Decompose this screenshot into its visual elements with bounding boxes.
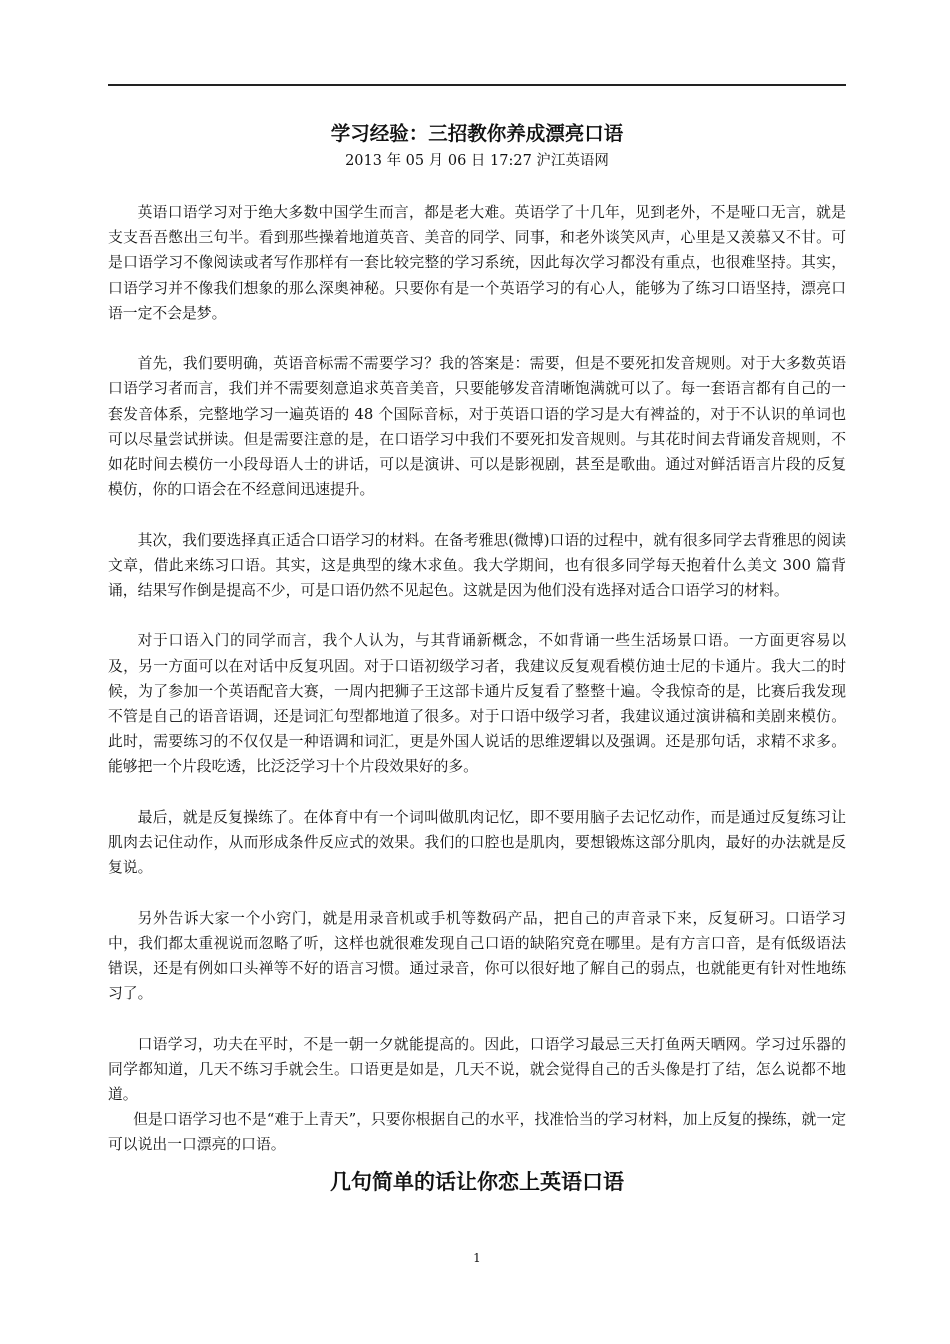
paragraph-recording-tip: 另外告诉大家一个小窍门，就是用录音机或手机等数码产品，把自己的声音录下来，反复研习。口语学习中，我们都太重视说而忽略了听，这样也就很难发现自己口语的缺陷究竟在哪里。是有方言口音，是有低级语法错误，还是有例如口头禅等不好的语言习惯。通过录音，你可以很好地了解自己的弱点，也就能更有针对性地练习了。	[108, 909, 846, 1003]
page-number: 1	[473, 1251, 481, 1265]
article-body	[108, 200, 846, 1158]
paragraph-intro: 英语口语学习对于绝大多数中国学生而言，都是老大难。英语学了十几年，见到老外，不是哑口无言，就是支支吾吾憋出三句半。看到那些操着地道英音、美音的同学、同事，和老外谈笑风声，心里是又羡慕又不甘。可是口语学习不像阅读或者写作那样有一套比较完整的学习系统，因此每次学习都没有重点，也很难坚持。其实，口语学习并不像我们想象的那么深奥神秘。只要你有是一个英语学习的有心人，能够为了练习口语坚持，漂亮口语一定不会是梦。	[108, 204, 846, 322]
paragraph-conclusion: 但是口语学习也不是“难于上青天”，只要你根据自己的水平，找准恰当的学习材料，加上反复的操练，就一定可以说出一口漂亮的口语。	[108, 1111, 846, 1154]
paragraph-second-point: 其次，我们要选择真正适合口语学习的材料。在备考雅思(微博)口语的过程中，就有很多同学去背雅思的阅读文章，借此来练习口语。其实，这是典型的缘木求鱼。我大学期间，也有很多同学每天抱着什么美文 300 篇背诵，结果写作倒是提高不少，可是口语仍然不见起色。这就是因为他们没有选择对适合口语学习的材料。	[108, 531, 846, 600]
section-subtitle: 几句简单的话让你恋上英语口语	[330, 1169, 624, 1194]
article-meta: 2013 年 05 月 06 日 17:27 沪江英语网	[345, 153, 609, 169]
paragraph-practice: 最后，就是反复操练了。在体育中有一个词叫做肌肉记忆，即不要用脑子去记忆动作，而是通过反复练习让肌肉去记住动作，从而形成条件反应式的效果。我们的口腔也是肌肉，要想锻炼这部分肌肉，最好的办法就是反复说。	[108, 808, 846, 877]
paragraph-beginner-advice: 对于口语入门的同学而言，我个人认为，与其背诵新概念，不如背诵一些生活场景口语。一方面更容易以及，另一方面可以在对话中反复巩固。对于口语初级学习者，我建议反复观看模仿迪士尼的卡通片。我大二的时候，为了参加一个英语配音大赛，一周内把狮子王这部卡通片反复看了整整十遍。令我惊奇的是，比赛后我发现不管是自己的语音语调，还是词汇句型都地道了很多。对于口语中级学习者，我建议通过演讲稿和美剧来模仿。此时，需要练习的不仅仅是一种语调和词汇，更是外国人说话的思维逻辑以及强调。还是那句话，求精不求多。能够把一个片段吃透，比泛泛学习十个片段效果好的多。	[108, 632, 846, 776]
article-title: 学习经验：三招教你养成漂亮口语	[330, 122, 624, 145]
paragraph-persistence: 口语学习，功夫在平时，不是一朝一夕就能提高的。因此，口语学习最忌三天打鱼两天晒网。学习过乐器的同学都知道，几天不练习手就会生。口语更是如是，几天不说，就会觉得自己的舌头像是打了结，怎么说都不地道。	[108, 1035, 846, 1104]
paragraph-first-point: 首先，我们要明确，英语音标需不需要学习？我的答案是：需要，但是不要死扣发音规则。对于大多数英语口语学习者而言，我们并不需要刻意追求英音美音，只要能够发音清晰饱满就可以了。每一套语言都有自己的一套发音体系，完整地学习一遍英语的 48 个国际音标，对于英语口语的学习是大有裨益的，对于不认识的单词也可以尽量尝试拼读。但是需要注意的是，在口语学习中我们不要死扣发音规则。与其花时间去背诵发音规则，不如花时间去模仿一小段母语人士的讲话，可以是演讲、可以是影视剧，甚至是歌曲。通过对鲜活语言片段的反复模仿，你的口语会在不经意间迅速提升。	[108, 355, 846, 499]
header-rule	[108, 84, 846, 86]
